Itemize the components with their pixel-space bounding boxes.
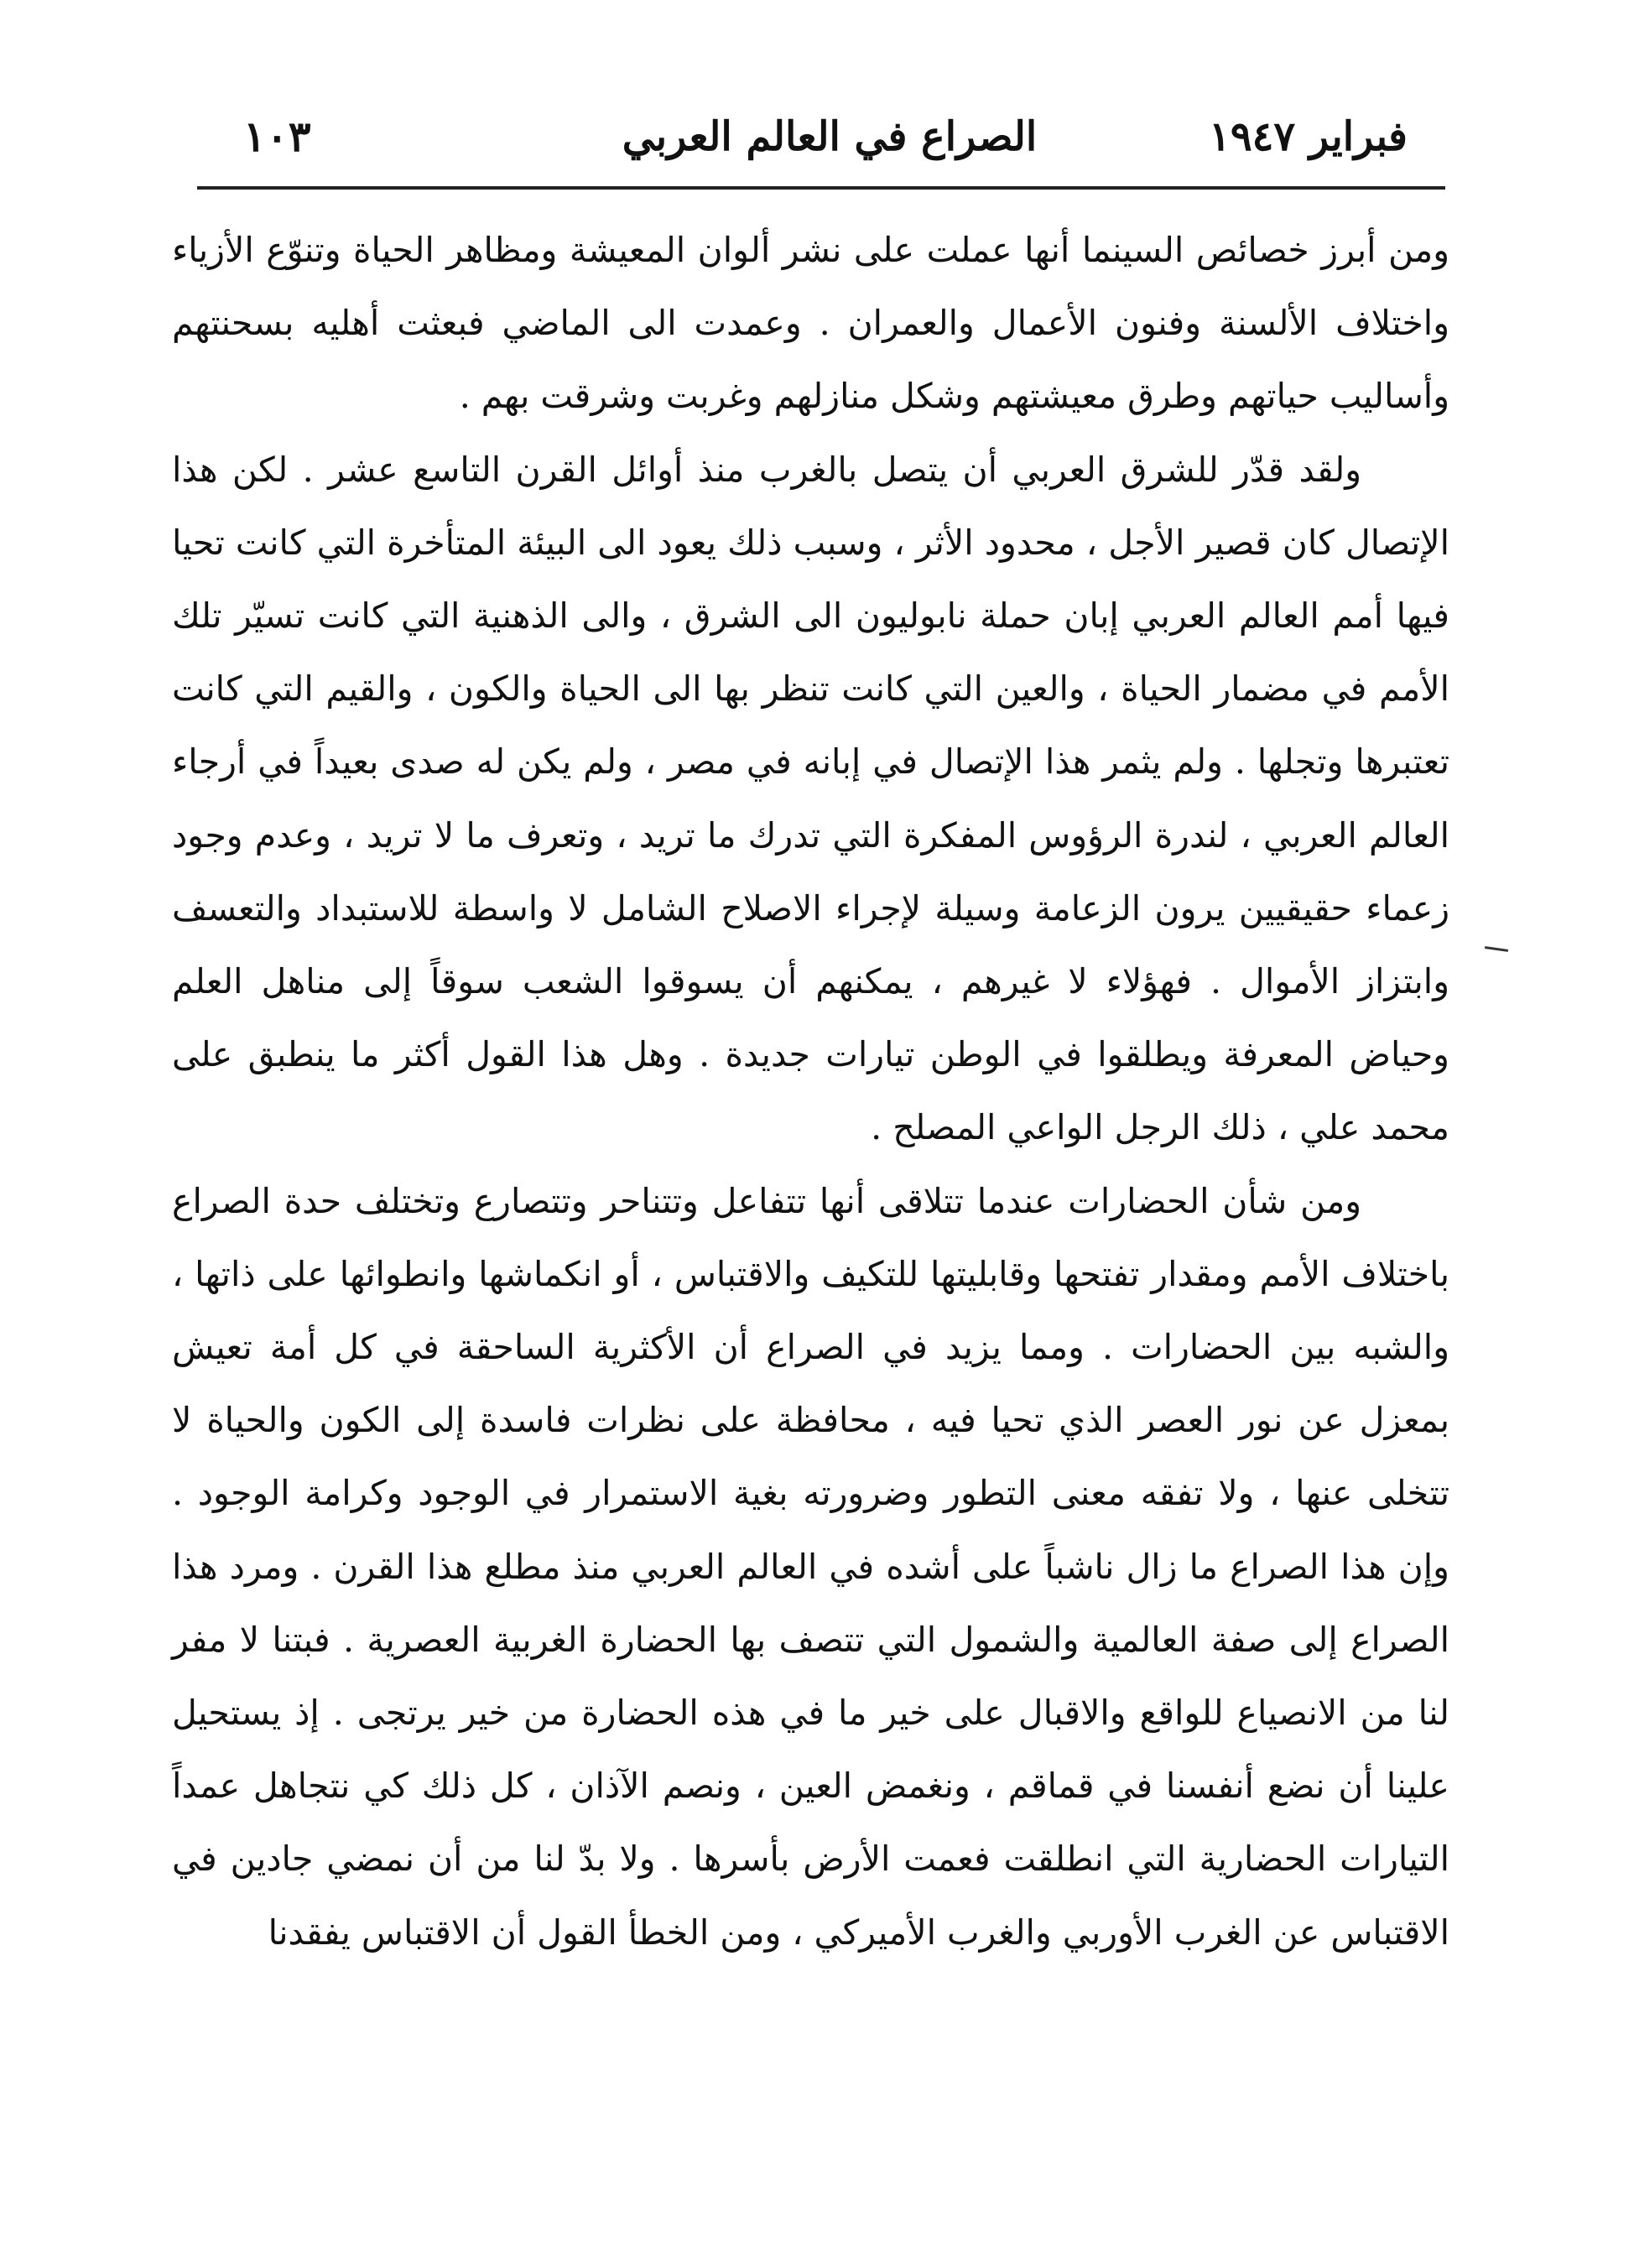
header-rule: [197, 186, 1445, 190]
margin-pen-mark: [1485, 946, 1508, 952]
running-title: الصراع في العالم العربي: [622, 113, 1038, 160]
page-header: [226, 107, 1433, 166]
article-body: [172, 214, 1449, 1969]
page-number: ١٠٣: [243, 112, 311, 161]
paragraph-arab-east-contact: ولقد قدّر للشرق العربي أن يتصل بالغرب منذ أوائل القرن التاسع عشر . لكن هذا الإتصال كان قصير الأجل ، محدود الأثر ، وسبب ذلك يعود الى البيئة المتأخرة التي كانت تحيا فيها أمم العالم العربي إبان حملة نابوليون الى الشرق ، والى الذهنية التي كانت تسيّر تلك الأمم في مضمار الحياة ، والعين التي كانت تنظر بها الى الحياة والكون ، والقيم التي كانت تعتبرها وتجلها . ولم يثمر هذا الإتصال في إبانه في مصر ، ولم يكن له صدى بعيداً في أرجاء العالم العربي ، لندرة الرؤوس المفكرة التي تدرك ما تريد ، وتعرف ما لا تريد ، وعدم وجود زعماء حقيقيين يرون الزعامة وسيلة لإجراء الاصلاح الشامل لا واسطة للاستبداد والتعسف وابتزاز الأموال . فهؤلاء لا غيرهم ، يمكنهم أن يسوقوا الشعب سوقاً إلى مناهل العلم وحياض المعرفة ويطلقوا في الوطن تيارات جديدة . وهل هذا القول أكثر ما ينطبق على محمد علي ، ذلك الرجل الواعي المصلح .: [172, 449, 1449, 1148]
paragraph-cinema: ومن أبرز خصائص السينما أنها عملت على نشر ألوان المعيشة ومظاهر الحياة وتنوّع الأزياء واختلاف الألسنة وفنون الأعمال والعمران . وعمدت الى الماضي فبعثت أهليه بسحنتهم وأساليب حياتهم وطرق معيشتهم وشكل منازلهم وغربت وشرقت بهم .: [172, 230, 1449, 417]
paragraph-civilizations-conflict: ومن شأن الحضارات عندما تتلاقى أنها تتفاعل وتتناحر وتتصارع وتختلف حدة الصراع باختلاف الأمم ومقدار تفتحها وقابليتها للتكيف والاقتباس ، أو انكماشها وانطوائها على ذاتها ، والشبه بين الحضارات . ومما يزيد في الصراع أن الأكثرية الساحقة في كل أمة تعيش بمعزل عن نور العصر الذي تحيا فيه ، محافظة على نظرات فاسدة إلى الكون والحياة لا تتخلى عنها ، ولا تفقه معنى التطور وضرورته بغية الاستمرار في الوجود وكرامة الوجود . وإن هذا الصراع ما زال ناشباً على أشده في العالم العربي منذ مطلع هذا القرن . ومرد هذا الصراع إلى صفة العالمية والشمول التي تتصف بها الحضارة الغربية العصرية . فبتنا لا مفر لنا من الانصياع للواقع والاقبال على خير ما في هذه الحضارة من خير يرتجى . إذ يستحيل علينا أن نضع أنفسنا في قماقم ، ونغمض العين ، ونصم الآذان ، كل ذلك كي نتجاهل عمداً التيارات الحضارية التي انطلقت فعمت الأرض بأسرها . ولا بدّ لنا من أن نمضي جادين في الاقتباس عن الغرب الأوربي والغرب الأميركي ، ومن الخطأ القول أن الاقتباس يفقدنا: [172, 1180, 1449, 1953]
issue-date: فبراير ١٩٤٧: [1209, 113, 1408, 160]
